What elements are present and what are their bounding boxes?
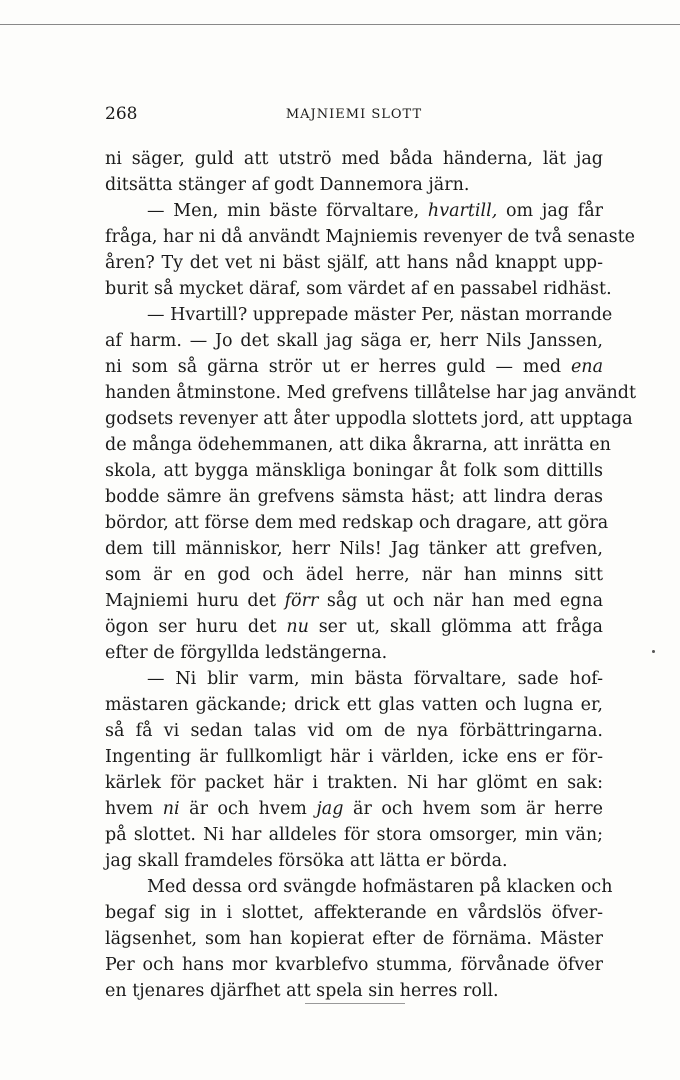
text-segment: ditsätta stänger af godt Dannemora järn. — [105, 175, 470, 195]
text-segment: godsets revenyer att åter uppodla slottets jord, att upptaga — [105, 409, 633, 429]
top-scan-rule — [0, 24, 680, 25]
text-line — [105, 458, 603, 484]
text-line — [105, 484, 603, 510]
text-line — [105, 302, 613, 328]
text-segment: burit så mycket däraf, som värdet af en passabel ridhäst. — [105, 279, 612, 299]
text-line — [105, 328, 603, 354]
text-line — [105, 588, 603, 614]
text-line — [105, 276, 612, 302]
text-segment: om jag får — [497, 201, 604, 221]
text-line — [105, 666, 603, 692]
text-line — [105, 952, 603, 978]
text-segment: fråga, har ni då användt Majniemis revenyer de två senaste — [105, 227, 635, 247]
text-segment: är och hvem som är herre — [343, 799, 604, 819]
text-line — [105, 822, 603, 848]
italic-text: förr — [284, 591, 319, 611]
text-segment: ser ut, skall glömma att fråga — [308, 617, 603, 637]
running-title: MAJNIEMI SLOTT — [285, 107, 423, 122]
text-line — [105, 874, 613, 900]
text-line — [105, 380, 637, 406]
text-line — [105, 562, 603, 588]
text-segment: på slottet. Ni har alldeles för stora omsorger, min vän; — [105, 825, 603, 845]
text-segment: de många ödehemmanen, att dika åkrarna, att inrätta en — [105, 435, 611, 455]
text-segment: — Ni blir varm, min bästa förvaltare, sade hof- — [147, 669, 603, 689]
text-line — [105, 406, 633, 432]
text-segment: kärlek för packet här i trakten. Ni har glömt en sak: — [105, 773, 603, 793]
text-line — [105, 848, 603, 874]
text-line — [105, 250, 603, 276]
text-segment: bördor, att förse dem med redskap och dragare, att göra — [105, 513, 609, 533]
text-segment: som är en god och ädel herre, när han minns sitt — [105, 565, 603, 585]
text-segment: lägsenhet, som han kopierat efter de förnäma. Mäster — [105, 929, 603, 949]
text-segment: såg ut och när han med egna — [318, 591, 603, 611]
text-segment: begaf sig in i slottet, affekterande en vårdslös öfver- — [105, 903, 603, 923]
text-segment: jag skall framdeles försöka att lätta er börda. — [105, 851, 508, 871]
italic-text: hvartill, — [427, 201, 498, 221]
text-segment: ni som så gärna strör ut er herres guld — med — [105, 357, 571, 377]
text-segment: åren? Ty det vet ni bäst själf, att hans nåd knappt upp- — [105, 253, 603, 273]
text-segment: mästaren gäckande; drick ett glas vatten och lugna er, — [105, 695, 603, 715]
text-line — [105, 146, 603, 172]
text-segment: Per och hans mor kvarblefvo stumma, förvånade öfver — [105, 955, 603, 975]
italic-text: nu — [286, 617, 309, 637]
text-line — [105, 614, 603, 640]
page-header — [105, 104, 603, 128]
text-line — [105, 224, 635, 250]
text-line — [105, 926, 603, 952]
text-line — [105, 900, 603, 926]
text-segment: bodde sämre än grefvens sämsta häst; att lindra deras — [105, 487, 603, 507]
text-segment: af harm. — Jo det skall jag säga er, herr Nils Janssen, — [105, 331, 603, 351]
text-segment: ögon ser huru det — [105, 617, 287, 637]
text-segment: ni säger, guld att utströ med båda händerna, lät jag — [105, 149, 603, 169]
text-segment: Med dessa ord svängde hofmästaren på klacken och — [147, 877, 613, 897]
print-speck — [652, 650, 655, 653]
text-segment: — Men, min bäste förvaltare, — [147, 201, 428, 221]
italic-text: ena — [570, 357, 603, 377]
text-line — [105, 718, 603, 744]
text-segment: — Hvartill? upprepade mäster Per, nästan morrande — [147, 305, 613, 325]
text-segment: Majniemi huru det — [105, 591, 285, 611]
text-segment: efter de förgyllda ledstängerna. — [105, 643, 388, 663]
text-line — [105, 640, 603, 666]
italic-text: ni — [162, 799, 180, 819]
text-line — [105, 744, 603, 770]
text-segment: hvem — [105, 799, 163, 819]
text-line — [105, 510, 609, 536]
text-segment: Ingenting är fullkomligt här i världen, icke ens er för- — [105, 747, 603, 767]
text-segment: dem till människor, herr Nils! Jag tänker att grefven, — [105, 539, 603, 559]
text-line — [105, 796, 603, 822]
text-line — [105, 692, 603, 718]
text-line — [105, 978, 603, 1004]
end-rule — [305, 1003, 405, 1004]
text-line — [105, 536, 603, 562]
text-line — [105, 354, 603, 380]
text-segment: så få vi sedan talas vid om de nya förbättringarna. — [105, 721, 603, 741]
page-number: 268 — [105, 104, 138, 124]
italic-text: jag — [316, 799, 344, 819]
text-segment: skola, att bygga mänskliga boningar åt folk som dittills — [105, 461, 603, 481]
text-segment: är och hvem — [179, 799, 317, 819]
text-segment: handen åtminstone. Med grefvens tillåtelse har jag användt — [105, 383, 637, 403]
text-line — [105, 172, 603, 198]
text-line — [105, 198, 603, 224]
text-line — [105, 770, 603, 796]
text-segment: en tjenares djärfhet att spela sin herres roll. — [105, 981, 499, 1001]
text-line — [105, 432, 611, 458]
body-text — [105, 146, 637, 1004]
